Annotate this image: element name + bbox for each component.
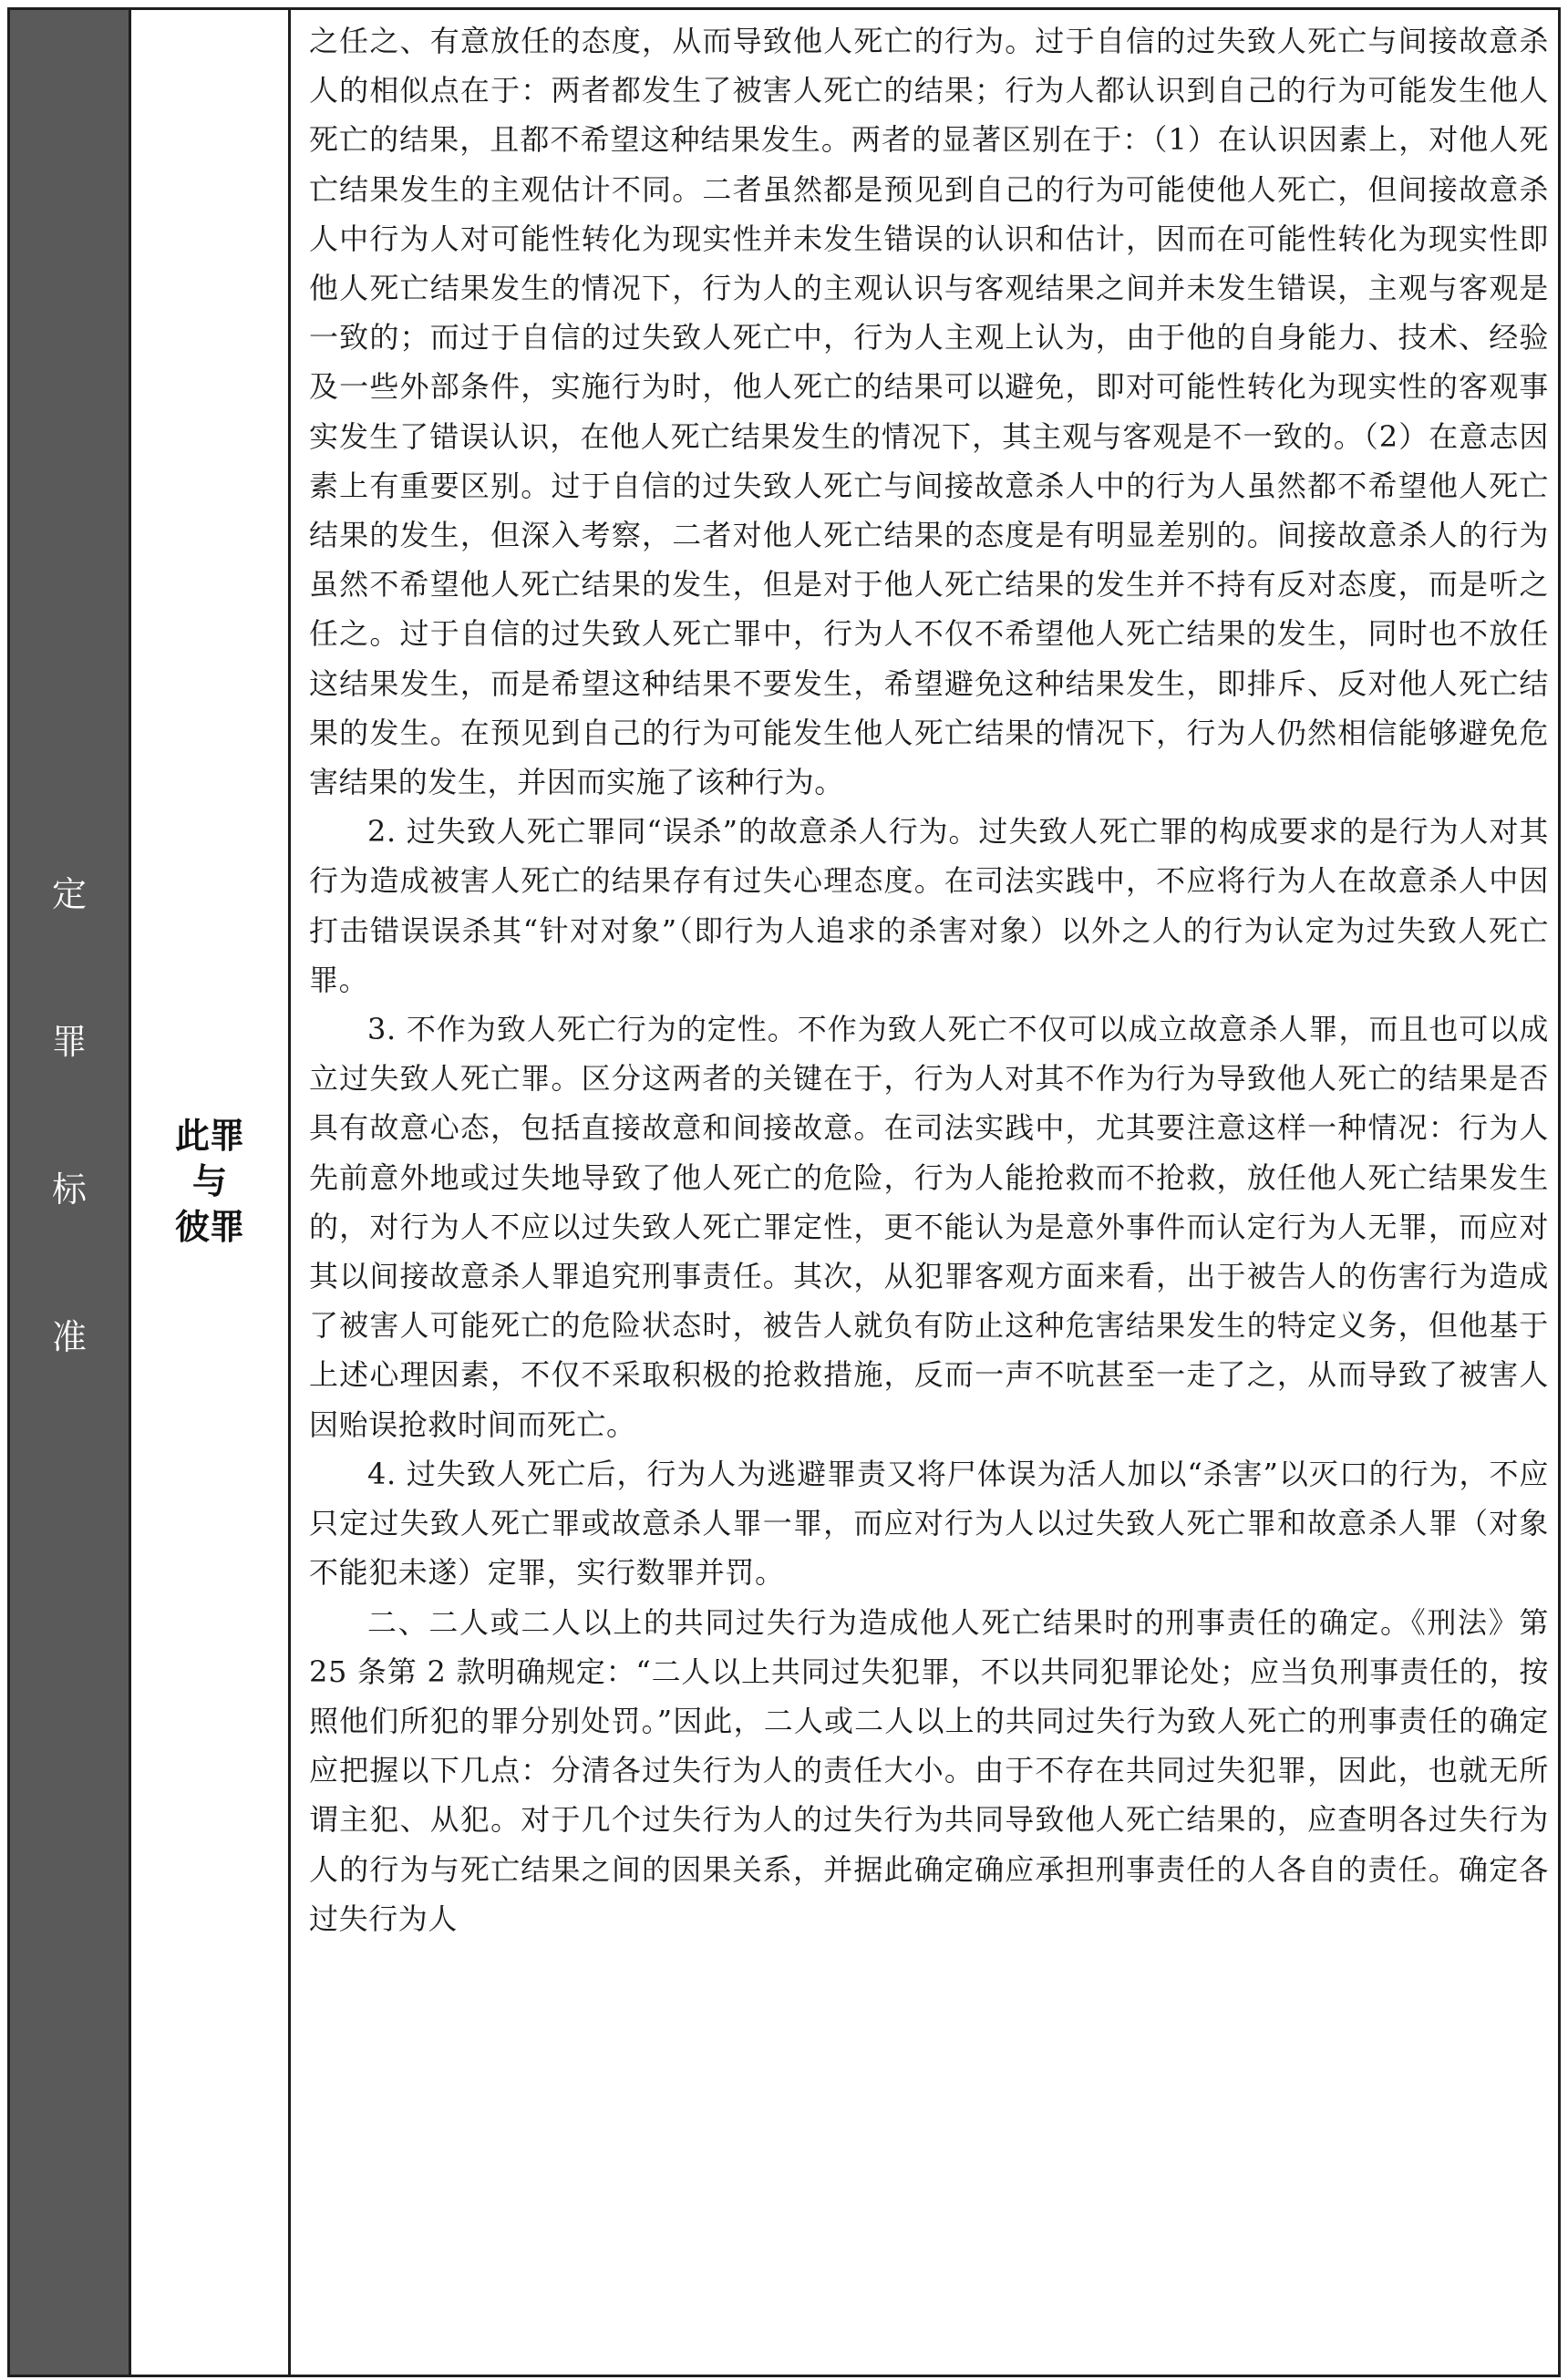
body-paragraph: 2. 过失致人死亡罪同“误杀”的故意杀人行为。过失致人死亡罪的构成要求的是行为人对其行为造成被害人死亡的结果存有过失心理态度。在司法实践中，不应将行为人在故意杀人中因打击错误误杀其“针对对象”（即行为人追求的杀害对象）以外之人的行为认定为过失致人死亡罪。 <box>309 814 1549 997</box>
body-paragraph: 4. 过失致人死亡后，行为人为逃避罪责又将尸体误为活人加以“杀害”以灭口的行为，不应只定过失致人死亡罪或故意杀人罪一罪，而应对行为人以过失致人死亡罪和故意杀人罪（对象不能犯未遂）定罪，实行数罪并罚。 <box>309 1456 1549 1591</box>
category-char: 罪 <box>51 1022 87 1062</box>
subcategory-label <box>131 1113 288 1250</box>
body-paragraph: 二、二人或二人以上的共同过失行为造成他人死亡结果时的刑事责任的确定。《刑法》第 25 条第 2 款明确规定：“二人以上共同过失犯罪，不以共同犯罪论处；应当负刑事责任的，按照他们所犯的罪分别处罚。”因此，二人或二人以上的共同过失行为致人死亡的刑事责任的确定应把握以下几点：分清各过失行为人的责任大小。由于不存在共同过失犯罪，因此，也就无所谓主犯、从犯。对于几个过失行为人的过失行为共同导致他人死亡结果的，应查明各过失行为人的行为与死亡结果之间的因果关系，并据此确定确应承担刑事责任的人各自的责任。确定各过失行为人 <box>309 1604 1549 1936</box>
subcategory-line: 此罪 <box>174 1116 244 1156</box>
body-paragraph: 3. 不作为致人死亡行为的定性。不作为致人死亡不仅可以成立故意杀人罪，而且也可以成立过失致人死亡罪。区分这两者的关键在于，行为人对其不作为行为导致他人死亡的结果是否具有故意心态，包括直接故意和间接故意。在司法实践中，尤其要注意这样一种情况：行为人先前意外地或过失地导致了他人死亡的危险，行为人能抢救而不抢救，放任他人死亡结果发生的，对行为人不应以过失致人死亡罪定性，更不能认为是意外事件而认定行为人无罪，而应对其以间接故意杀人罪追究刑事责任。其次，从犯罪客观方面来看，出于被告人的伤害行为造成了被害人可能死亡的危险状态时，被告人就负有防止这种危害结果发生的特定义务，但他基于上述心理因素，不仅不采取积极的抢救措施，反而一声不吭甚至一走了之，从而导致了被害人因贻误抢救时间而死亡。 <box>309 1012 1549 1442</box>
category-column <box>10 10 131 2375</box>
category-label <box>10 871 129 1462</box>
body-column <box>291 10 1558 2375</box>
body-paragraph: 之任之、有意放任的态度，从而导致他人死亡的行为。过于自信的过失致人死亡与间接故意杀人的相似点在于：两者都发生了被害人死亡的结果；行为人都认识到自己的行为可能发生他人死亡的结果，且都不希望这种结果发生。两者的显著区别在于：（1）在认识因素上，对他人死亡结果发生的主观估计不同。二者虽然都是预见到自己的行为可能使他人死亡，但间接故意杀人中行为人对可能性转化为现实性并未发生错误的认识和估计，因而在可能性转化为现实性即他人死亡结果发生的情况下，行为人的主观认识与客观结果之间并未发生错误，主观与客观是一致的；而过于自信的过失致人死亡中，行为人主观上认为，由于他的自身能力、技术、经验及一些外部条件，实施行为时，他人死亡的结果可以避免，即对可能性转化为现实性的客观事实发生了错误认识，在他人死亡结果发生的情况下，其主观与客观是不一致的。（2）在意志因素上有重要区别。过于自信的过失致人死亡与间接故意杀人中的行为人虽然都不希望他人死亡结果的发生，但深入考察，二者对他人死亡结果的态度是有明显差别的。间接故意杀人的行为虽然不希望他人死亡结果的发生，但是对于他人死亡结果的发生并不持有反对态度，而是听之任之。过于自信的过失致人死亡罪中，行为人不仅不希望他人死亡结果的发生，同时也不放任这结果发生，而是希望这种结果不要发生，希望避免这种结果发生，即排斥、反对他人死亡结果的发生。在预见到自己的行为可能发生他人死亡结果的情况下，行为人仍然相信能够避免危害结果的发生，并因而实施了该种行为。 <box>309 24 1549 800</box>
subcategory-column <box>131 10 291 2375</box>
category-char: 准 <box>51 1317 87 1357</box>
criteria-table <box>7 7 1561 2377</box>
category-char: 标 <box>51 1169 87 1210</box>
subcategory-line: 与 <box>191 1161 227 1201</box>
category-char: 定 <box>51 874 87 914</box>
subcategory-line: 彼罪 <box>174 1207 244 1247</box>
